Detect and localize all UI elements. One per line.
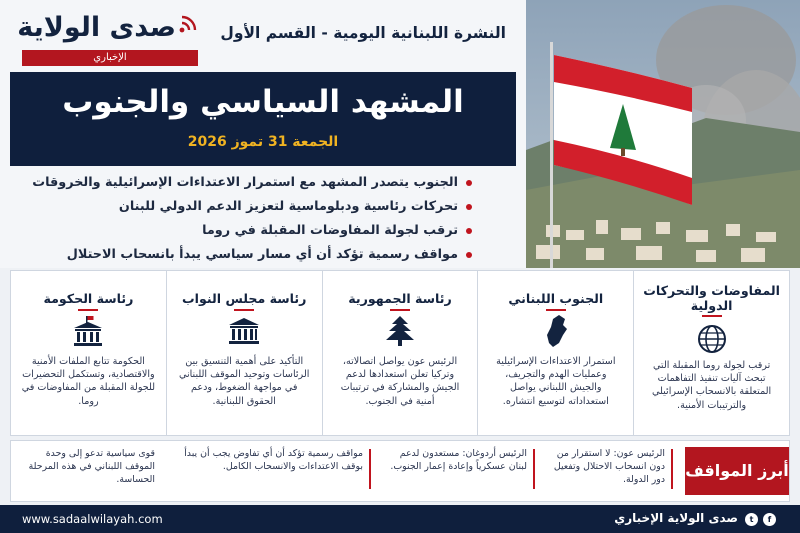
lebanon-flag-photo: [526, 0, 800, 268]
card-title: رئاسة الحكومة: [43, 291, 134, 306]
card-divider: [390, 309, 410, 311]
footer-bar: [0, 505, 800, 533]
list-item: [32, 220, 472, 244]
list-item: [32, 196, 472, 220]
brand-name: صدى الولاية: [17, 12, 176, 43]
position-item: [175, 447, 371, 497]
footer-brand-name: صدى الولاية الإخباري: [614, 511, 738, 525]
parliament-icon: [226, 313, 262, 349]
position-item: [549, 447, 673, 497]
position-text: قوى سياسية تدعو إلى وحدة الموقف اللبناني في هذه المرحلة الحساسة.: [28, 448, 155, 485]
summary-bullets: [32, 172, 472, 268]
card-international[interactable]: [633, 271, 789, 435]
card-south[interactable]: [477, 271, 633, 435]
headline-date: الجمعة 31 تموز 2026: [187, 134, 339, 150]
bullet-text: تحركات رئاسية ودبلوماسية لتعزيز الدعم الدولي للبنان: [118, 199, 458, 214]
bullet-text: ترقب لجولة المفاوضات المقبلة في روما: [202, 223, 458, 238]
bulletin-label: النشرة اللبنانية اليومية - القسم الأول: [220, 24, 506, 42]
card-text: الحكومة تتابع الملفات الأمنية والاقتصادية، وتستكمل التحضيرات للجولة المقبلة من المفاوضات في روما.: [21, 356, 156, 407]
card-text: التأكيد على أهمية التنسيق بين الرئاسات وتوحيد الموقف اللبناني في مواجهة الضغوط، ودعم الحقوق اللبنانية.: [178, 356, 310, 407]
lebanon-map-icon: [538, 313, 574, 349]
globe-icon: [694, 321, 730, 357]
header-photo: [526, 0, 800, 268]
card-text: الرئيس عون يواصل اتصالاته، وتركيا تعلن استعدادها لدعم الجيش والمشاركة في ترتيبات أمنية في الجنوب.: [340, 356, 460, 407]
header-panel: [0, 0, 526, 268]
twitter-icon[interactable]: t: [745, 513, 758, 526]
card-text: ترقب لجولة روما المقبلة التي تبحث آليات تنفيذ التفاهمات المتعلقة بالانسحاب الإسرائيلي والترتيبات الأمنية.: [651, 360, 772, 411]
card-text: استمرار الاعتداءات الإسرائيلية وعمليات الهدم والتجريف، والجيش اللبناني يواصل استعداداته لتوسيع انتشاره.: [496, 356, 616, 407]
position-text: مواقف رسمية تؤكد أن أي تفاوض يجب أن يبدأ بوقف الاعتداءات والانسحاب الكامل.: [184, 448, 363, 472]
website-link[interactable]: www.sadaalwilayah.com: [22, 512, 163, 526]
card-parliament[interactable]: [166, 271, 322, 435]
bullet-text: مواقف رسمية تؤكد أن أي مسار سياسي يبدأ بانسحاب الاحتلال: [66, 247, 458, 262]
position-text: الرئيس عون: لا استقرار من دون انسحاب الاحتلال وتفعيل دور الدولة.: [553, 448, 665, 485]
cedar-icon: [382, 313, 418, 349]
divider: [369, 449, 371, 489]
headline-banner: [10, 72, 516, 166]
card-title: رئاسة الجمهورية: [348, 291, 452, 306]
brand-tagline: الإخباري: [22, 50, 198, 66]
key-positions: [10, 440, 790, 502]
position-text: الرئيس أردوغان: مستعدون لدعم لبنان عسكرياً وإعادة إعمار الجنوب.: [390, 448, 527, 472]
bullet-dot-icon: [466, 204, 472, 210]
broadcast-waves-icon: [178, 14, 198, 34]
card-divider: [702, 315, 722, 317]
card-presidency[interactable]: [322, 271, 478, 435]
card-title: رئاسة مجلس النواب: [182, 291, 307, 306]
facebook-icon[interactable]: f: [763, 513, 776, 526]
divider: [671, 449, 673, 489]
list-item: [32, 172, 472, 196]
card-divider: [78, 309, 98, 311]
bullet-dot-icon: [466, 228, 472, 234]
card-divider: [234, 309, 254, 311]
key-positions-label: أبرز المواقف: [685, 447, 789, 495]
card-divider: [546, 309, 566, 311]
bullet-dot-icon: [466, 180, 472, 186]
government-building-icon: [70, 313, 106, 349]
card-government[interactable]: [11, 271, 166, 435]
bullet-dot-icon: [466, 252, 472, 258]
brand-logo[interactable]: [17, 12, 198, 68]
card-title: المفاوضات والتحركات الدولية: [643, 283, 780, 313]
divider: [533, 449, 535, 489]
topic-cards: [10, 270, 790, 436]
card-title: الجنوب اللبناني: [508, 291, 604, 306]
position-item: [15, 447, 163, 497]
list-item: [32, 244, 472, 268]
page-title: المشهد السياسي والجنوب: [62, 84, 464, 120]
position-item: [385, 447, 535, 497]
bullet-text: الجنوب يتصدر المشهد مع استمرار الاعتداءات الإسرائيلية والخروقات: [32, 175, 458, 190]
